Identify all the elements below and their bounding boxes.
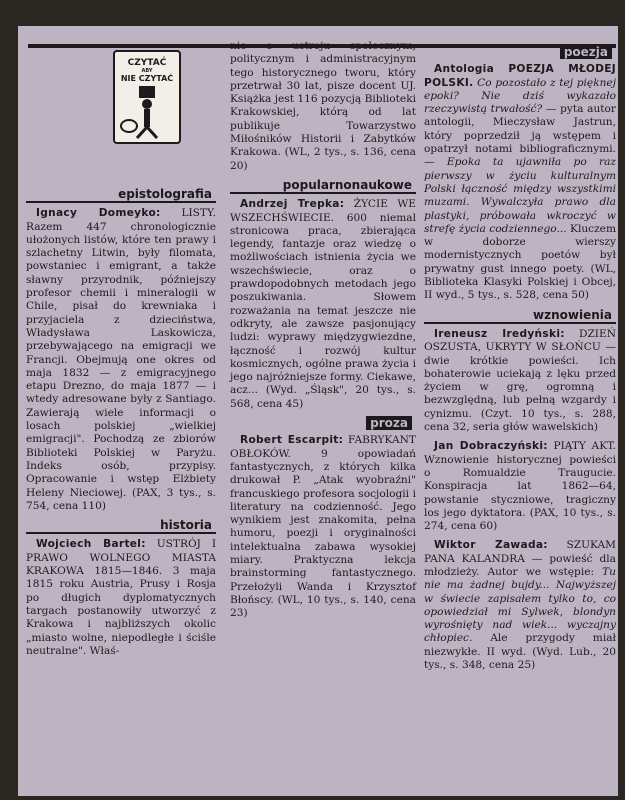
entry-quote: Epoka ta ujawniła po raz pierwszy w życiu kulturalnym Polski łączność między wszystkimi muzami. Wywalczyła prawo dla plastyki, próbowała wkroczyć w strefę życia codziennego...: [424, 156, 616, 235]
category-epistolografia: epistolografia: [26, 188, 216, 203]
column-3: [424, 40, 616, 678]
czytac-logo-icon: [113, 50, 181, 144]
entry-author: Andrzej Trepka:: [240, 198, 345, 211]
entry-author: Wojciech Bartel:: [36, 538, 146, 551]
reader-figure-icon: [117, 80, 177, 140]
entry-escarpit: [230, 434, 416, 620]
category-label: proza: [366, 416, 412, 430]
entry-trepka: [230, 198, 416, 411]
category-label: poezja: [560, 45, 612, 59]
category-historia: historia: [26, 519, 216, 534]
entry-body: SZUKAM PANA KALANDRA — powieść dla młodzieży. Autor we wstępie:: [424, 539, 616, 578]
entry-quote: Tu nie ma żadnej bujdy... Najwyższej w świecie zapisałem tylko to, co opowiedział mi Sylwek, blondyn wyrośnięty nad wiek... wyczajny chłopiec.: [424, 565, 616, 645]
entry-quote: Co pozostało z tej pięknej epoki? Nie dziś wykazało rzeczywistą trwałość?: [424, 76, 616, 116]
entry-title: Antologia POEZJA MŁODEJ POLSKI.: [424, 63, 616, 89]
entry-body: USTRÓJ I PRAWO WOLNEGO MIASTA KRAKOWA 1815—1846. 3 maja 1815 roku Austria, Prusy i Rosja po długich dyplomatycznych targach postanowiły utworzyć z Krakowa i najbliższych okolic „miasto wolne, niepodległe i ściśle neutralne". Właś-: [26, 538, 217, 657]
entry-bartel: [26, 538, 216, 658]
entry-body: Kluczem w doborze wierszy modernistycznych poetów był prywatny gust innego poety. (WL, Biblioteka Klasyki Polskiej i Obcej, II wyd., 5 tys., s. 528, cena 50): [424, 222, 616, 302]
category-popularnonaukowe: popularnonaukowe: [230, 179, 416, 194]
magazine-page: [18, 26, 618, 796]
entry-dobraczynski: [424, 440, 616, 533]
column-2: [230, 40, 416, 626]
entry-body: DZIEŃ OSZUSTA, UKRYTY W SŁOŃCU — dwie krótkie powieści. Ich bohaterowie uciekają z lęku przed życiem w grę, ogromną i bezwzględną, lub pełną wzgardy i cynizmu. (Czyt. 10 tys., s. 288, cena 32, seria głów wawelskich): [424, 327, 616, 434]
entry-author: Ireneusz Iredyński:: [434, 327, 565, 340]
category-poezja: [424, 46, 616, 59]
entry-body: LISTY. Razem 447 chronologicznie ułożonych listów, które ten prawy i szlachetny Litwin, były filomata, powstaniec i emigrant, a także sławny przyrodnik, późniejszy profesor chemii i mineralogii w Chile, pisał do krewniaka i przyjaciela z dzieciństwa, Władysława Laskowicza, przebywającego na emigracji we Francji. Obejmują one okres od maja 1832 — z emigracyjnego etapu Drezno, do maja 1877 — i wtedy adresowane były z Santiago. Zawierają wiele informacji o losach polskiej „wielkiej emigracji". Pochodzą ze zbiorów Biblioteki Polskiej w Paryżu. Indeks osób, przypisy. Opracowanie i wstęp Elżbiety Heleny Nieciowej. (PAX, 3 tys., s. 754, cena 110): [26, 207, 216, 512]
logo-line3: NIE CZYTAĆ: [120, 74, 174, 83]
entry-author: Robert Escarpit:: [240, 434, 344, 447]
logo-line1: CZYTAĆ: [127, 58, 167, 68]
entry-antologia: [424, 63, 616, 302]
entry-body: nie o ustroju społecznym, politycznym i administracyjnym tego historycznego tworu, który przetrwał 30 lat, pisze docent UJ. Książka jest 116 pozycją Biblioteki Krakowskiej, którą od lat publikuje Towarzystwo Miłośników Historii i Zabytków Krakowa. (WL, 2 tys., s. 136, cena 20): [230, 40, 417, 172]
entry-body: Ale przygody miał niezwykłe. II wyd. (Wyd. Lub., 20 tys., s. 348, cena 25): [424, 632, 616, 672]
entry-body: ŻYCIE WE WSZECHŚWIECIE. 600 niemal stronicowa praca, zbierająca legendy, fantazje oraz wiedzę o możliwościach istnienia życia we wszechświecie, oraz o prawdopodobnych metodach jego poszukiwania. Słowem rozważania na temat jeszcze nie odkryty, ale zawsze pasjonujący ludzi: wyprawy międzygwiezdne, łączność i rozwój kultur kosmicznych, ogólne prawa życia i jego najróżniejsze formy. Ciekawe, acz... (Wyd. „Śląsk", 20 tys., s. 568, cena 45): [230, 198, 416, 410]
entry-body: PIĄTY AKT. Wznowienie historycznej powieści o Romualdzie Traugucie. Konspiracja lat 1862—64, powstanie styczniowe, tragiczny los jego dyktatora. (PAX, 10 tys., s. 274, cena 60): [424, 440, 616, 533]
entry-domeyko: [26, 207, 216, 513]
category-wznowienia: wznowienia: [424, 309, 616, 324]
entry-zawada: [424, 539, 616, 672]
entry-body: FABRYKANT OBŁOKÓW. 9 opowiadań fantastycznych, z których kilka drukował P. „Atak wyobraźni" francuskiego profesora socjologii i literatury na codzienność. Jego wynikiem jest znakomita, pełna humoru, poezji i oryginalności intelektualna zabawa wysokiej miary. Praktyczna lekcja brainstorming fantastycznego. Przełożyli Wanda i Krzysztof Błońscy. (WL, 10 tys., s. 140, cena 23): [230, 434, 416, 620]
logo-line2: ABY: [141, 68, 153, 74]
column-1: [26, 182, 216, 664]
entry-iredynski: [424, 328, 616, 434]
entry-author: Ignacy Domeyko:: [36, 207, 161, 220]
entry-bartel-cont: [230, 40, 416, 173]
entry-body: — pyta autor antologii, Mieczysław Jastrun, który poprzedził ją wstępem i opatrzył notami bibliograficznymi. —: [424, 103, 616, 169]
entry-author: Jan Dobraczyński:: [434, 440, 548, 453]
entry-author: Wiktor Zawada:: [434, 539, 548, 552]
category-proza: [230, 417, 416, 430]
